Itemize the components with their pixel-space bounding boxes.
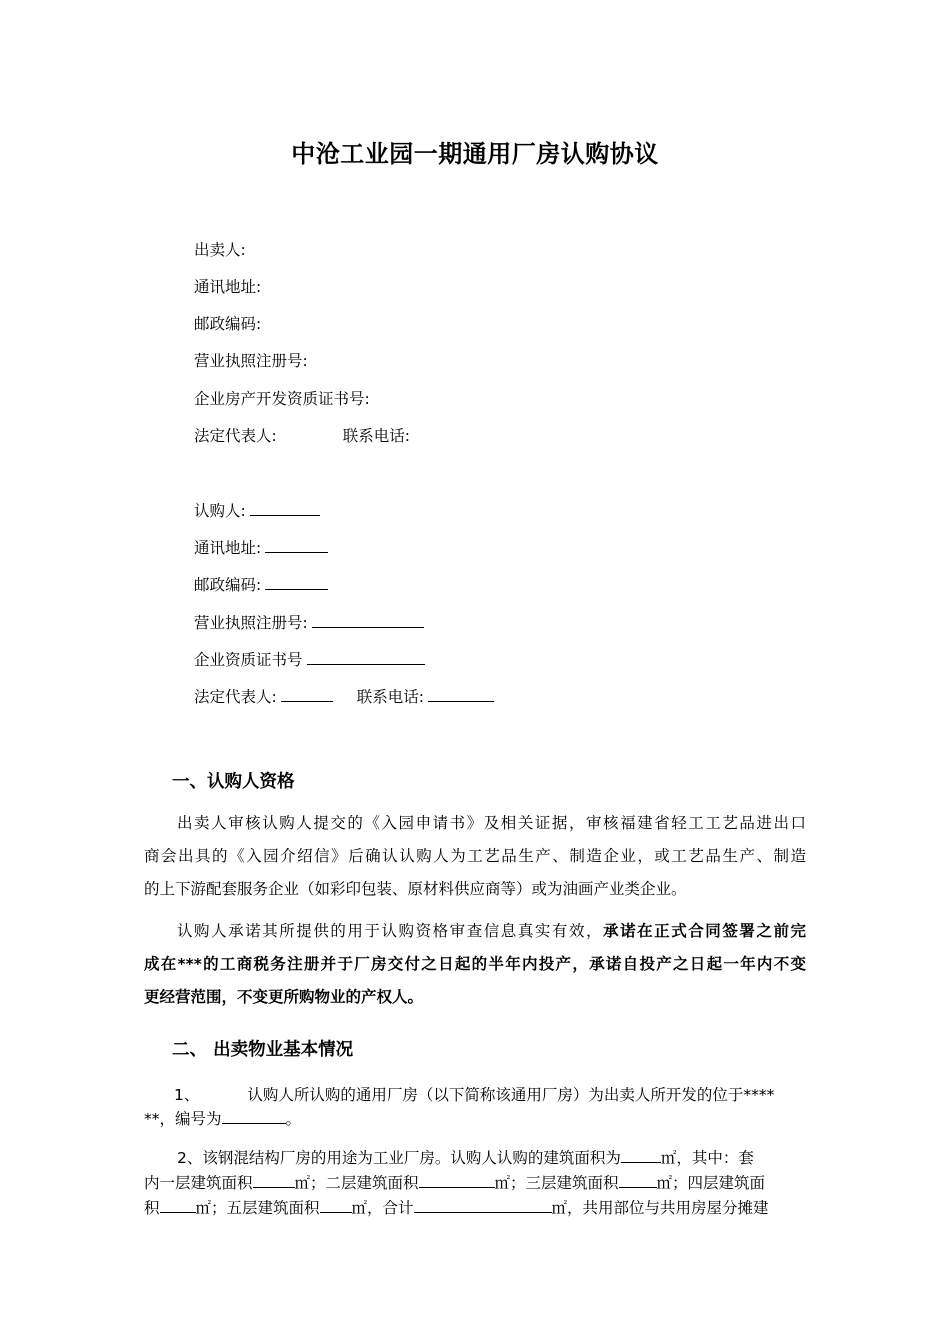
seller-phone-label: 联系电话: xyxy=(342,427,410,445)
paragraph-line: 的上下游配套服务企业（如彩印包装、原材料供应商等）或为油画产业类企业。 xyxy=(144,880,687,898)
paragraph-line: 更经营范围，不变更所购物业的产权人。 xyxy=(144,988,424,1006)
buyer-name-label: 认购人: xyxy=(194,502,246,520)
paragraph-text: ㎡；二层建筑面积 xyxy=(294,1174,419,1192)
section1-heading: 一、认购人资格 xyxy=(172,772,295,792)
paragraph-text: 认购人承诺其所提供的用于认购资格审查信息真实有效， xyxy=(177,922,604,940)
section2-item1 xyxy=(144,1079,806,1136)
buyer-qualification-row xyxy=(194,649,425,671)
total-area-blank[interactable] xyxy=(621,1147,661,1163)
property-number-blank[interactable] xyxy=(222,1108,286,1124)
sum-area-blank[interactable] xyxy=(414,1197,552,1213)
paragraph-text: 。 xyxy=(285,1110,302,1128)
paragraph-bold-text: 承诺在正式合同签署之前完 xyxy=(603,922,806,940)
paragraph-line xyxy=(144,915,806,948)
buyer-name-row xyxy=(194,500,320,522)
paragraph-line xyxy=(144,1192,806,1225)
buyer-postal-blank[interactable] xyxy=(265,575,328,590)
paragraph-text: **，编号为 xyxy=(144,1110,222,1128)
buyer-postal-label: 邮政编码: xyxy=(194,576,262,594)
paragraph-line: 出卖人审核认购人提交的《入园申请书》及相关证据，审核福建省轻工工艺品进出口 xyxy=(177,814,806,832)
seller-name-label: 出卖人: xyxy=(194,241,246,259)
section2-item2 xyxy=(144,1142,806,1225)
paragraph-text: 积 xyxy=(144,1199,160,1217)
buyer-legal-rep-label: 法定代表人: xyxy=(194,688,277,706)
seller-postal-label: 邮政编码: xyxy=(194,315,262,333)
buyer-license-blank[interactable] xyxy=(312,613,424,628)
buyer-legal-rep-row xyxy=(194,686,494,708)
item-number: 1、 xyxy=(174,1086,200,1104)
document-title: 中沧工业园一期通用厂房认购协议 xyxy=(291,140,659,168)
floor2-area-blank[interactable] xyxy=(419,1172,495,1188)
buyer-license-row xyxy=(194,612,424,634)
paragraph-text: ㎡；四层建筑面 xyxy=(656,1174,766,1192)
paragraph-text: ㎡；三层建筑面积 xyxy=(494,1174,619,1192)
seller-legal-rep-label: 法定代表人: xyxy=(194,427,277,445)
paragraph-text: ㎡，共用部位与共用房屋分摊建 xyxy=(551,1199,769,1217)
buyer-address-blank[interactable] xyxy=(265,538,328,553)
paragraph-text: ㎡，其中：套 xyxy=(660,1149,754,1167)
section1-paragraph2 xyxy=(144,915,806,1014)
paragraph-text: ㎡，合计 xyxy=(351,1199,414,1217)
section2-heading: 二、 出卖物业基本情况 xyxy=(172,1040,354,1060)
paragraph-line: 成在***的工商税务注册并于厂房交付之日起的半年内投产，承诺自投产之日起一年内不变 xyxy=(144,955,806,973)
buyer-legal-rep-blank[interactable] xyxy=(281,687,333,702)
buyer-phone-label: 联系电话: xyxy=(356,688,424,706)
paragraph-text: 认购人所认购的通用厂房（以下简称该通用厂房）为出卖人所开发的位于**** xyxy=(247,1086,775,1104)
floor3-area-blank[interactable] xyxy=(619,1172,657,1188)
seller-license-label: 营业执照注册号: xyxy=(194,352,308,370)
seller-qualification-label: 企业房产开发资质证书号: xyxy=(194,390,370,408)
buyer-phone-blank[interactable] xyxy=(428,687,494,702)
paragraph-text: 2、该钢混结构厂房的用途为工业厂房。认购人认购的建筑面积为 xyxy=(177,1149,621,1167)
floor5-area-blank[interactable] xyxy=(320,1197,352,1213)
floor4-area-blank[interactable] xyxy=(160,1197,196,1213)
buyer-name-blank[interactable] xyxy=(250,501,320,516)
buyer-postal-row xyxy=(194,574,328,596)
buyer-qualification-blank[interactable] xyxy=(307,650,425,665)
seller-address-label: 通讯地址: xyxy=(194,278,262,296)
paragraph-text: ㎡；五层建筑面积 xyxy=(195,1199,320,1217)
paragraph-line: 商会出具的《入园介绍信》后确认认购人为工艺品生产、制造企业，或工艺品生产、制造 xyxy=(144,847,806,865)
paragraph-text: 内一层建筑面积 xyxy=(144,1174,253,1192)
floor1-area-blank[interactable] xyxy=(253,1172,295,1188)
section1-paragraph1 xyxy=(144,807,806,906)
buyer-qualification-label: 企业资质证书号 xyxy=(194,651,303,669)
buyer-address-label: 通讯地址: xyxy=(194,539,262,557)
seller-legal-rep-row xyxy=(194,425,410,447)
buyer-license-label: 营业执照注册号: xyxy=(194,614,308,632)
buyer-address-row xyxy=(194,537,328,559)
